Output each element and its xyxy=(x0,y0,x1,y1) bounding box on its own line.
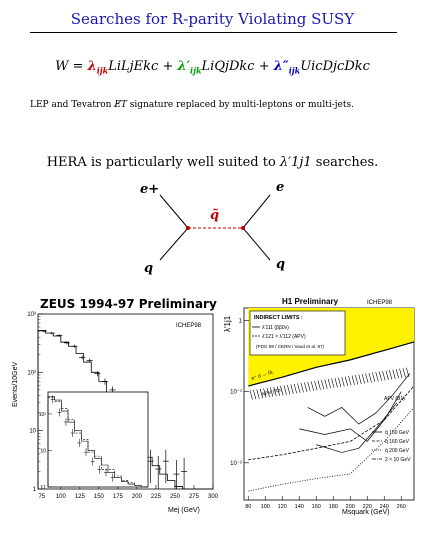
hera-coupling: λ′1j1 xyxy=(279,155,312,170)
h1-legend-label: q̄ 160 GeV xyxy=(385,439,409,445)
zeus-y-tick-label: 10² xyxy=(27,370,36,377)
term2-fields: LiQjDkc xyxy=(201,59,255,74)
h1-x-tick-label: 80 xyxy=(245,504,252,510)
hera-statement xyxy=(0,155,425,170)
term3-fields: UicDjcDkc xyxy=(300,59,370,74)
h1-tag: ICHEP98 xyxy=(367,300,393,306)
h1-legend xyxy=(372,430,411,463)
label-positron: e+ xyxy=(140,182,160,197)
h1-x-tick-label: 240 xyxy=(379,504,389,510)
term1-fields: LiLjEkc xyxy=(108,59,159,74)
zeus-inset-y-tick-label: 10² xyxy=(38,411,46,418)
zeus-histogram-bar xyxy=(160,474,168,489)
h1-legend-label: q̄ 150 GeV xyxy=(385,430,409,436)
h1-box-line-2: λ′121 × λ′112 (APV) xyxy=(262,334,306,340)
zeus-x-tick-label: 275 xyxy=(188,494,199,500)
zeus-plot xyxy=(8,292,218,520)
h1-y-axis xyxy=(230,319,249,467)
coupling-lambda-double-prime: λ″ xyxy=(273,59,289,74)
h1-x-tick-label: 160 xyxy=(311,504,321,510)
zeus-histogram-bar xyxy=(167,480,175,489)
zeus-x-tick-label: 300 xyxy=(207,494,218,500)
formula-plus-2: + xyxy=(254,59,274,74)
zeus-x-tick-label: 75 xyxy=(38,494,46,500)
formula-lhs: W = xyxy=(55,59,88,74)
h1-y-tick-label: 1 xyxy=(238,318,242,325)
zeus-x-tick-label: 225 xyxy=(150,494,161,500)
zeus-tag: ICHEP98 xyxy=(176,323,202,329)
hera-tail: searches. xyxy=(311,155,379,170)
zeus-x-tick-label: 200 xyxy=(131,494,142,500)
outgoing-electron-line xyxy=(243,195,270,228)
zeus-x-tick-label: 125 xyxy=(74,494,85,500)
lep-tevatron-note xyxy=(30,100,354,110)
h1-x-tick-label: 220 xyxy=(362,504,372,510)
lep-text-2: signature replaced by multi-leptons or multi-jets. xyxy=(126,100,354,110)
missing-et-symbol: E̸T xyxy=(114,100,127,110)
feynman-diagram xyxy=(130,175,300,280)
formula-plus-1: + xyxy=(158,59,178,74)
zeus-y-axis xyxy=(27,312,43,493)
h1-curve-label-2: APV (Rb) xyxy=(261,387,283,398)
zeus-ylabel: Events/10GeV xyxy=(12,361,19,407)
h1-x-tick-label: 140 xyxy=(294,504,304,510)
vertex-right xyxy=(241,226,245,230)
coupling-lambda-double-prime-indices: ijk xyxy=(288,65,301,76)
zeus-x-tick-label: 100 xyxy=(55,494,66,500)
zeus-inset-y-tick-label: 1 xyxy=(43,485,46,491)
h1-x-tick-label: 260 xyxy=(396,504,406,510)
zeus-inset-frame xyxy=(48,392,148,487)
outgoing-quark-line xyxy=(243,228,270,260)
zeus-y-tick-label: 10³ xyxy=(27,312,36,318)
h1-ylabel: λ′1j1 xyxy=(223,315,232,332)
coupling-lambda: λ xyxy=(87,59,97,74)
h1-y-tick-label: 10⁻² xyxy=(230,460,242,467)
h1-y-tick-label: 10⁻¹ xyxy=(230,389,242,396)
zeus-x-tick-label: 150 xyxy=(93,494,104,500)
h1-box-line-1: λ′111 (ββ0ν) xyxy=(262,325,289,331)
zeus-y-tick-label: 10 xyxy=(29,428,36,435)
zeus-x-tick-label: 250 xyxy=(169,494,180,500)
lep-text: LEP and Tevatron xyxy=(30,100,115,110)
h1-box-line-3: (PDG 98 / CERN / Vaud et al. 97) xyxy=(256,344,325,349)
slide-title: Searches for R-parity Violating SUSY xyxy=(70,10,355,28)
zeus-x-tick-label: 175 xyxy=(112,494,123,500)
coupling-lambda-prime: λ′ xyxy=(177,59,191,74)
incoming-positron-line xyxy=(160,195,188,228)
h1-x-tick-label: 180 xyxy=(328,504,338,510)
h1-curve-label-3: APV (B1) xyxy=(384,396,405,402)
zeus-xlabel: Mej (GeV) xyxy=(168,507,200,514)
h1-x-tick-label: 120 xyxy=(277,504,287,510)
zeus-histogram-bar xyxy=(38,331,46,489)
superpotential-formula xyxy=(0,59,425,76)
coupling-lambda-prime-indices: ijk xyxy=(190,65,202,76)
h1-xlabel: Msquark (GeV) xyxy=(342,509,390,516)
h1-x-tick-label: 200 xyxy=(345,504,355,510)
zeus-title: ZEUS 1994-97 Preliminary xyxy=(40,297,217,311)
label-quark-in: q xyxy=(144,261,154,276)
h1-title: H1 Preliminary xyxy=(282,297,339,306)
zeus-inset-y-tick-label: 10 xyxy=(40,448,46,455)
vertex-left xyxy=(186,226,190,230)
title-rule xyxy=(30,32,397,33)
hera-text: HERA is particularly well suited to xyxy=(46,155,280,170)
zeus-y-tick-label: 1 xyxy=(32,487,36,493)
label-quark-out: q xyxy=(276,257,286,272)
label-electron: e xyxy=(276,180,285,195)
h1-plot xyxy=(222,292,420,520)
incoming-quark-line xyxy=(160,228,188,260)
h1-x-tick-label: 100 xyxy=(260,504,270,510)
label-squark: q̃ xyxy=(210,208,220,223)
h1-legend-label: q̄ 200 GeV xyxy=(385,448,409,454)
h1-legend-label: 2 × 10 GeV xyxy=(385,457,411,463)
h1-box-title: INDIRECT LIMITS : xyxy=(254,315,303,321)
h1-curve-label-1: e⁺ d → ũL xyxy=(250,369,275,382)
h1-x-axis xyxy=(245,496,406,510)
coupling-lambda-indices: ijk xyxy=(96,65,109,76)
